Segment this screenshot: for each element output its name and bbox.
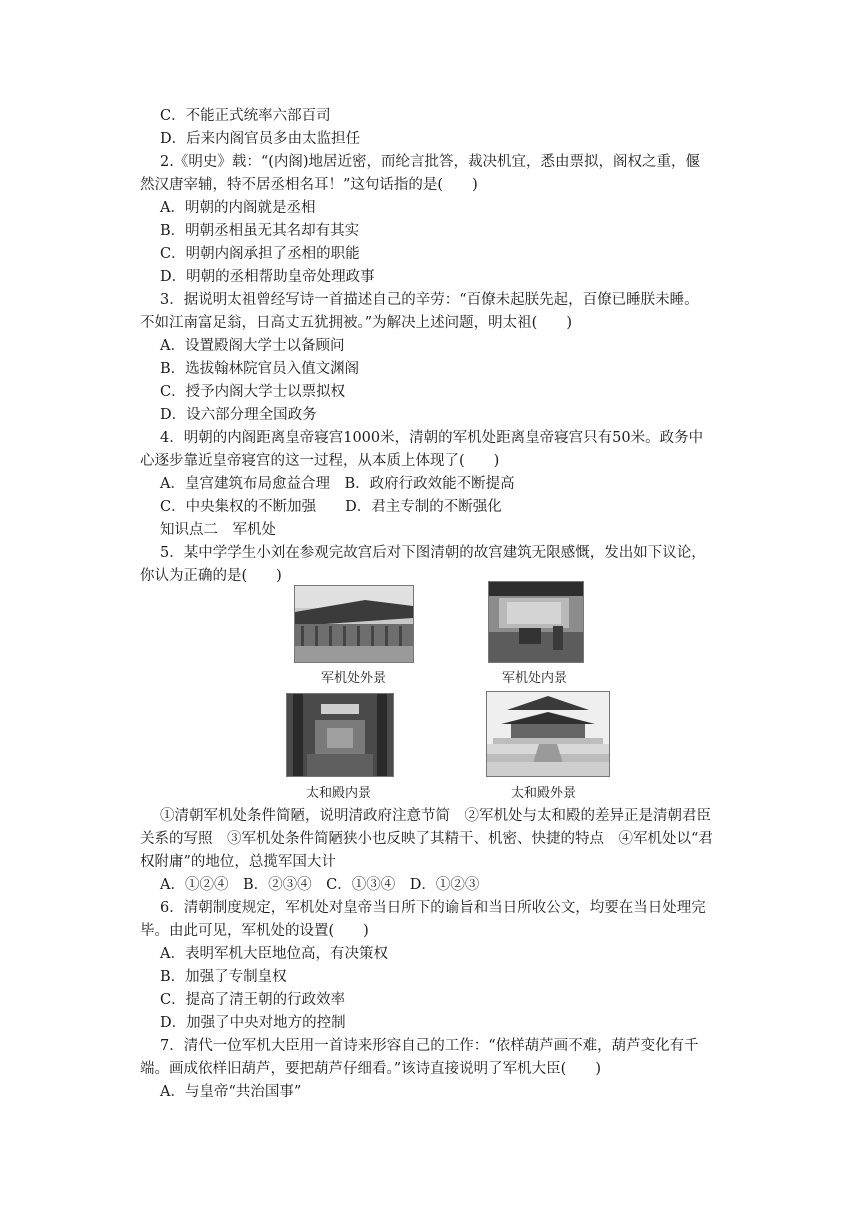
q7-option-a: A．与皇帝“共治国事”: [160, 1084, 302, 1100]
q7-stem-line-1: 7．清代一位军机大臣用一首诗来形容自己的工作：“依样葫芦画不难，葫芦变化有千: [160, 1038, 699, 1054]
q5-stem-line-2: 你认为正确的是( ): [140, 568, 282, 584]
q6-stem-line-2: 毕。由此可见，军机处的设置( ): [140, 923, 369, 939]
q4-options-ab: A．皇宫建筑布局愈益合理 B．政府行政效能不断提高: [160, 476, 515, 492]
q2-stem-line-2: 然汉唐宰辅，特不居丞相名耳！”这句话指的是( ): [140, 177, 478, 193]
q4-options-cd: C．中央集权的不断加强 D．君主专制的不断强化: [160, 499, 502, 515]
taihedian-exterior-photo: [486, 691, 610, 777]
q4-stem-line-1: 4．明朝的内阁距离皇帝寝宫1000米，清朝的军机处距离皇帝寝宫只有50米。政务中: [160, 430, 704, 446]
q3-stem-line-2: 不如江南富足翁，日高丈五犹拥被。”为解决上述问题，明太祖( ): [140, 315, 572, 331]
q2-stem-line-1: 2.《明史》载：“(内阁)地居近密，而纶言批答，裁决机宜，悉由票拟，阁权之重，偃: [160, 154, 701, 170]
q6-stem-line-1: 6．清朝制度规定，军机处对皇帝当日所下的谕旨和当日所收公文，均要在当日处理完: [160, 900, 706, 916]
caption-junjichu-interior: 军机处内景: [502, 671, 568, 686]
q6-option-b: B．加强了专制皇权: [160, 969, 287, 985]
caption-taihedian-interior: 太和殿内景: [306, 786, 372, 801]
q3-option-d: D．设六部分理全国政务: [160, 407, 317, 423]
q6-option-d: D．加强了中央对地方的控制: [160, 1015, 346, 1031]
q3-option-a: A．设置殿阁大学士以备顾问: [160, 338, 345, 354]
q3-stem-line-1: 3．据说明太祖曾经写诗一首描述自己的辛劳：“百僚未起朕先起，百僚已睡朕未睡。: [160, 292, 699, 308]
caption-taihedian-exterior: 太和殿外景: [511, 786, 577, 801]
q2-option-a: A．明朝的内阁就是丞相: [160, 200, 316, 216]
q6-option-c: C．提高了清王朝的行政效率: [160, 992, 346, 1008]
q1-option-c: C．不能正式统率六部百司: [160, 108, 331, 124]
section-heading: 知识点二 军机处: [160, 522, 276, 538]
junjichu-interior-photo: [488, 581, 584, 663]
q2-option-d: D．明朝的丞相帮助皇帝处理政事: [160, 269, 375, 285]
q7-stem-line-2: 端。画成依样旧葫芦，要把葫芦仔细看。”该诗直接说明了军机大臣( ): [140, 1061, 601, 1077]
q5-stem-line-1: 5．某中学学生小刘在参观完故宫后对下图清朝的故宫建筑无限感慨，发出如下议论，: [160, 545, 706, 561]
q1-option-d: D．后来内阁官员多由太监担任: [160, 131, 361, 147]
q5-statements-line-1: ①清朝军机处条件简陋，说明清政府注意节简 ②军机处与太和殿的差异正是清朝君臣: [160, 808, 711, 824]
q2-option-b: B．明朝丞相虽无其名却有其实: [160, 223, 360, 239]
q3-option-c: C．授予内阁大学士以票拟权: [160, 384, 346, 400]
q5-statements-line-3: 权附庸”的地位，总揽军国大计: [140, 854, 336, 870]
q5-statements-line-2: 关系的写照 ③军机处条件简陋狭小也反映了其精干、机密、快捷的特点 ④军机处以“君: [140, 831, 713, 847]
taihedian-interior-photo: [286, 693, 394, 777]
q4-stem-line-2: 心逐步靠近皇帝寝宫的这一过程，从本质上体现了( ): [140, 453, 500, 469]
q6-option-a: A．表明军机大臣地位高，有决策权: [160, 946, 388, 962]
q2-option-c: C．明朝内阁承担了丞相的职能: [160, 246, 360, 262]
q5-options: A．①②④ B．②③④ C．①③④ D．①②③: [160, 877, 480, 893]
caption-junjichu-exterior: 军机处外景: [321, 671, 387, 686]
junjichu-exterior-photo: [294, 585, 414, 663]
q3-option-b: B．选拔翰林院官员入值文渊阁: [160, 361, 360, 377]
